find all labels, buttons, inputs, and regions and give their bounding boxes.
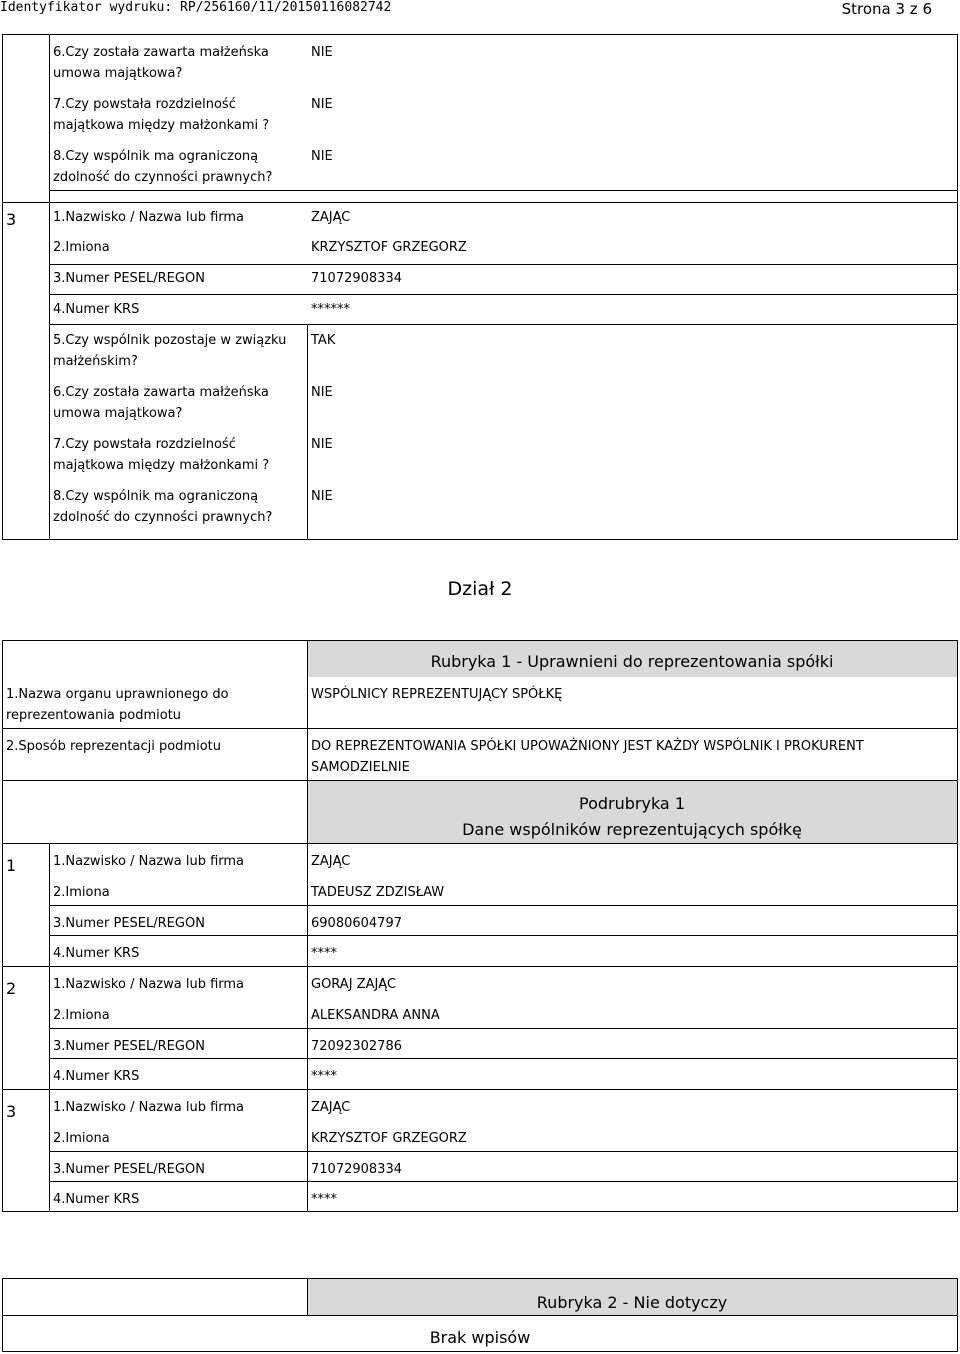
q5-answer: TAK	[311, 333, 336, 348]
subsection-subtitle: Dane wspólników reprezentujących spółkę	[462, 820, 802, 839]
q6-answer: NIE	[311, 45, 333, 60]
pesel-label: 3.Numer PESEL/REGON	[53, 916, 205, 931]
q5-label: 5.Czy wspólnik pozostaje w związku małżeńskim?	[53, 333, 287, 369]
names-label: 2.Imiona	[53, 240, 110, 255]
q8-answer: NIE	[311, 489, 333, 504]
surname-label: 1.Nazwisko / Nazwa lub firma	[53, 1100, 245, 1115]
krs-value: ****	[311, 1069, 337, 1084]
page-header	[0, 0, 960, 18]
pesel-value: 71072908334	[311, 1162, 402, 1177]
page-number: Strona 3 z 6	[841, 0, 932, 18]
pesel-value: 71072908334	[311, 271, 402, 286]
krs-value: ******	[311, 302, 350, 317]
surname-value: ZAJĄC	[311, 854, 351, 869]
q7-answer: NIE	[311, 97, 333, 112]
q6-label: 6.Czy została zawarta małżeńska umowa majątkowa?	[53, 45, 269, 81]
krs-value: ****	[311, 1192, 337, 1207]
names-value: TADEUSZ ZDZISŁAW	[311, 885, 445, 900]
organ-label: 1.Nazwa organu uprawnionego do reprezentowania podmiotu	[6, 687, 229, 723]
names-label: 2.Imiona	[53, 1008, 110, 1023]
subsection-title: Podrubryka 1	[579, 794, 685, 813]
q7-label: 7.Czy powstała rozdzielność majątkowa między małżonkami ?	[53, 97, 270, 133]
krs-label: 4.Numer KRS	[53, 946, 140, 961]
member-number: 1	[6, 856, 17, 875]
q8-answer: NIE	[311, 149, 333, 164]
surname-label: 1.Nazwisko / Nazwa lub firma	[53, 977, 245, 992]
names-value: KRZYSZTOF GRZEGORZ	[311, 1131, 467, 1146]
section-title: Dział 2	[447, 578, 513, 600]
surname-label: 1.Nazwisko / Nazwa lub firma	[53, 854, 245, 869]
q7-answer: NIE	[311, 437, 333, 452]
pesel-label: 3.Numer PESEL/REGON	[53, 1039, 205, 1054]
krs-label: 4.Numer KRS	[53, 1192, 140, 1207]
pesel-label: 3.Numer PESEL/REGON	[53, 1162, 205, 1177]
q8-label: 8.Czy wspólnik ma ograniczoną zdolność do czynności prawnych?	[53, 489, 273, 525]
pesel-value: 72092302786	[311, 1039, 402, 1054]
names-value: ALEKSANDRA ANNA	[311, 1008, 440, 1023]
print-identifier: Identyfikator wydruku: RP/256160/11/20150116082742	[0, 0, 392, 15]
partner-number: 3	[6, 210, 17, 229]
no-entries-text: Brak wpisów	[429, 1328, 531, 1347]
surname-value: ZAJĄC	[311, 1100, 351, 1115]
names-label: 2.Imiona	[53, 885, 110, 900]
sposob-value: DO REPREZENTOWANIA SPÓŁKI UPOWAŻNIONY JEST KAŻDY WSPÓLNIK I PROKURENT SAMODZIELNIE	[311, 739, 864, 775]
krs-label: 4.Numer KRS	[53, 1069, 140, 1084]
organ-value: WSPÓLNICY REPREZENTUJĄCY SPÓŁKĘ	[311, 687, 563, 702]
member-number: 3	[6, 1102, 17, 1121]
member-number: 2	[6, 979, 17, 998]
krs-label: 4.Numer KRS	[53, 302, 140, 317]
q8-label: 8.Czy wspólnik ma ograniczoną zdolność do czynności prawnych?	[53, 149, 273, 185]
rubryka-1-title: Rubryka 1 - Uprawnieni do reprezentowania spółki	[430, 652, 834, 671]
sposob-label: 2.Sposób reprezentacji podmiotu	[6, 739, 221, 754]
q7-label: 7.Czy powstała rozdzielność majątkowa między małżonkami ?	[53, 437, 270, 473]
surname-value: ZAJĄC	[311, 210, 351, 225]
q6-answer: NIE	[311, 385, 333, 400]
names-value: KRZYSZTOF GRZEGORZ	[311, 240, 467, 255]
krs-value: ****	[311, 946, 337, 961]
names-label: 2.Imiona	[53, 1131, 110, 1146]
pesel-label: 3.Numer PESEL/REGON	[53, 271, 205, 286]
surname-value: GORAJ ZAJĄC	[311, 977, 397, 992]
pesel-value: 69080604797	[311, 916, 402, 931]
q6-label: 6.Czy została zawarta małżeńska umowa majątkowa?	[53, 385, 269, 421]
surname-label: 1.Nazwisko / Nazwa lub firma	[53, 210, 245, 225]
rubryka-2-title: Rubryka 2 - Nie dotyczy	[536, 1293, 728, 1312]
